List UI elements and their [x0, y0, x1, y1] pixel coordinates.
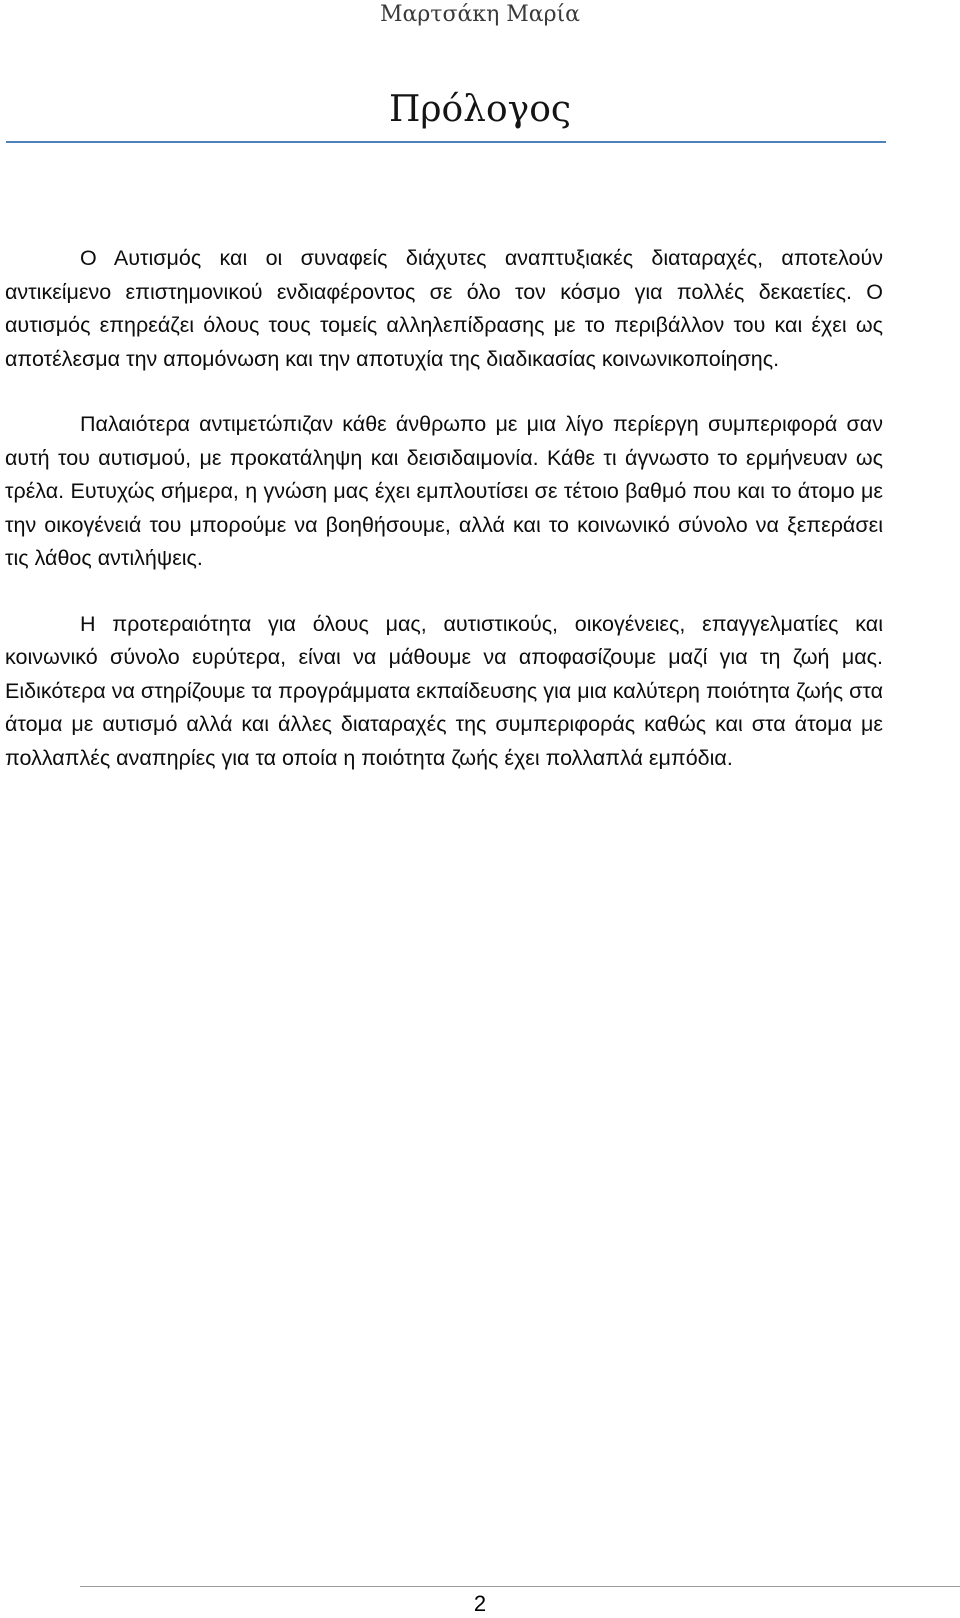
- page-number: 2: [473, 1591, 487, 1616]
- main-body: [5, 242, 883, 807]
- running-header-author: Μαρτσάκη Μαρία: [379, 2, 581, 27]
- paragraph-1: Ο Αυτισμός και οι συναφείς διάχυτες αναπτυξιακές διαταραχές, αποτελούν αντικείμενο επιστημονικού ενδιαφέροντος σε όλο τον κόσμο για πολλές δεκαετίες. Ο αυτισμός επηρεάζει όλους τους τομείς αλληλεπίδρασης με το περιβάλλον του και έχει ως αποτέλεσμα την απομόνωση και την αποτυχία της διαδικασίας κοινωνικοποίησης.: [5, 246, 883, 371]
- footer-divider: [80, 1586, 960, 1587]
- paragraph-2: Παλαιότερα αντιμετώπιζαν κάθε άνθρωπο με μια λίγο περίεργη συμπεριφορά σαν αυτή του αυτισμού, με προκατάληψη και δεισιδαιμονία. Κάθε τι άγνωστο το ερμήνευαν ως τρέλα. Ευτυχώς σήμερα, η γνώση μας έχει εμπλουτίσει σε τέτοιο βαθμό που και το άτομο με την οικογένειά του μπορούμε να βοηθήσουμε, αλλά και το κοινωνικό σύνολο να ξεπεράσει τις λάθος αντιλήψεις.: [5, 412, 883, 570]
- paragraph-3: Η προτεραιότητα για όλους μας, αυτιστικούς, οικογένειες, επαγγελματίες και κοινωνικό σύνολο ευρύτερα, είναι να μάθουμε να αποφασίζουμε μαζί για τη ζωή μας. Ειδικότερα να στηρίζουμε τα προγράμματα εκπαίδευσης για μια καλύτερη ποιότητα ζωής στα άτομα με αυτισμό αλλά και άλλες διαταραχές της συμπεριφοράς καθώς και στα άτομα με πολλαπλές αναπηρίες για τα οποία η ποιότητα ζωής έχει πολλαπλά εμπόδια.: [5, 611, 883, 770]
- title-underline: [6, 141, 886, 143]
- page-title: Πρόλογος: [388, 89, 572, 130]
